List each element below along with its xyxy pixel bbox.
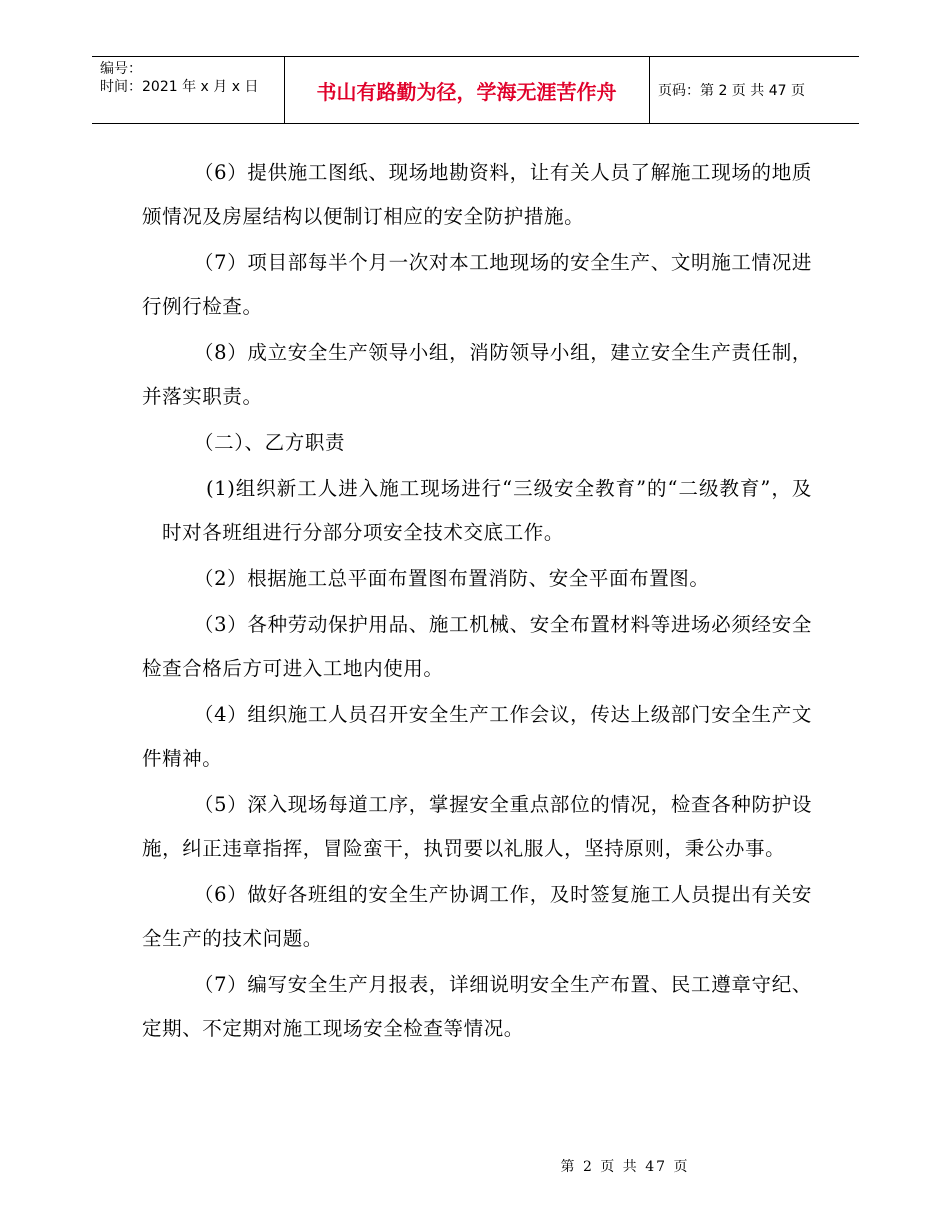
- time-label: 时间：2021 年 x 月 x 日: [100, 79, 259, 95]
- document-header: [92, 56, 859, 124]
- header-motto: 书山有路勤为径，学海无涯苦作舟: [316, 79, 617, 104]
- paragraph: （2）根据施工总平面布置图布置消防、安全平面布置图。: [194, 567, 710, 590]
- paragraph: （6）做好各班组的安全生产协调工作，及时签复施工人员提出有关安全生产的技术问题。: [142, 883, 812, 950]
- header-meta-cell: [92, 57, 284, 123]
- section-heading: （二）、乙方职责: [194, 431, 346, 454]
- document-body: [142, 151, 812, 1053]
- paragraph: （8）成立安全生产领导小组，消防领导小组，建立安全生产责任制，并落实职责。: [142, 341, 812, 408]
- header-page-info: 页码：第 2 页 共 47 页: [658, 83, 805, 99]
- paragraph: （7）编写安全生产月报表，详细说明安全生产布置、民工遵章守纪、定期、不定期对施工现场安全检查等情况。: [142, 973, 812, 1040]
- paragraph: （7）项目部每半个月一次对本工地现场的安全生产、文明施工情况进行例行检查。: [142, 251, 812, 318]
- paragraph: （5）深入现场每道工序，掌握安全重点部位的情况，检查各种防护设施，纠正违章指挥，冒险蛮干，执罚要以礼服人，坚持原则，秉公办事。: [142, 793, 812, 860]
- paragraph: (1)组织新工人进入施工现场进行“三级安全教育”的“二级教育”，及时对各班组进行分部分项安全技术交底工作。: [162, 477, 812, 544]
- number-label: 编号：: [100, 61, 142, 77]
- paragraph: （6）提供施工图纸、现场地勘资料，让有关人员了解施工现场的地质颁情况及房屋结构以便制订相应的安全防护措施。: [142, 161, 812, 228]
- paragraph: （4）组织施工人员召开安全生产工作会议，传达上级部门安全生产文件精神。: [142, 703, 812, 770]
- page-footer: 第 2 页 共 47 页: [560, 1159, 690, 1175]
- paragraph: （3）各种劳动保护用品、施工机械、安全布置材料等进场必须经安全检查合格后方可进入工地内使用。: [142, 613, 812, 680]
